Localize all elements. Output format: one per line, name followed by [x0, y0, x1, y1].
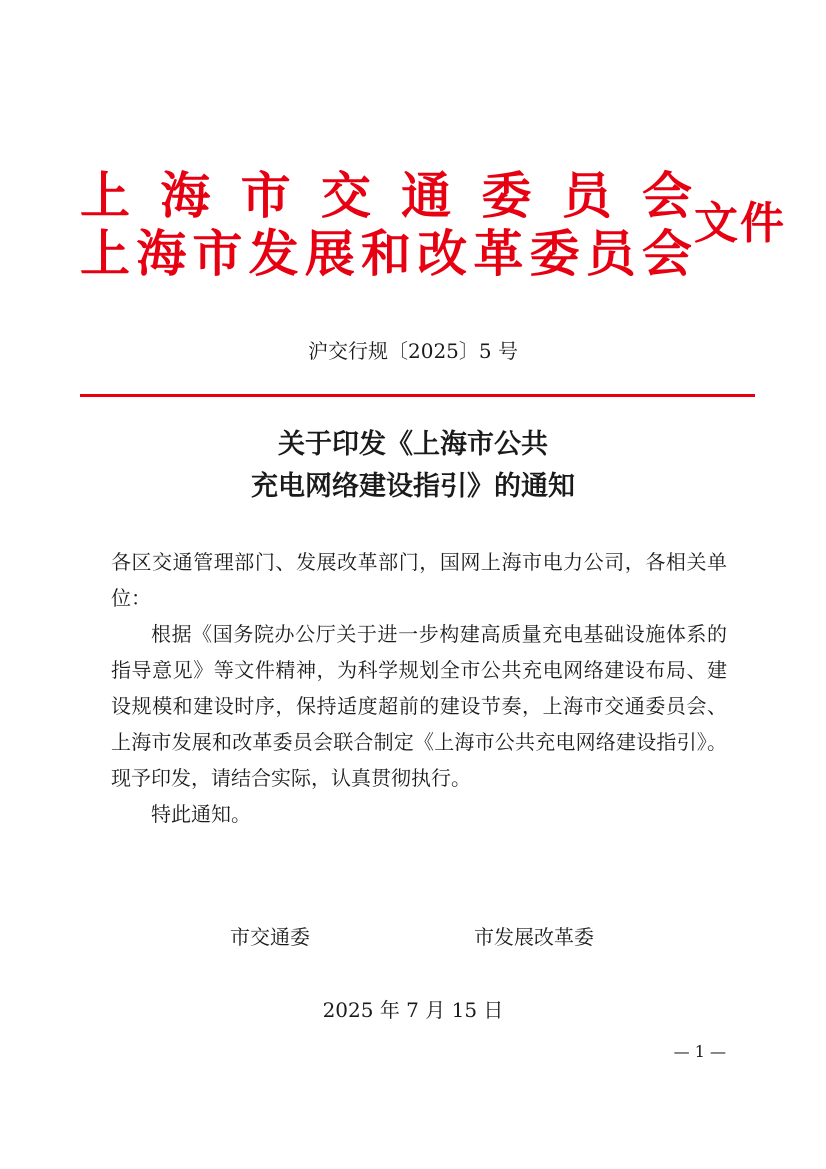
- issuer-char: 和: [360, 225, 411, 283]
- issuer-char: 革: [473, 225, 524, 283]
- document-number: 沪交行规〔2025〕5 号: [308, 339, 518, 363]
- issuer-char: 发: [248, 225, 299, 283]
- issuer-char: 市: [240, 167, 291, 225]
- page-number: — 1 —: [673, 1042, 726, 1061]
- issuer-line-development-reform-commission: [80, 226, 692, 282]
- issuer-char: 展: [304, 225, 355, 283]
- document-body: [111, 544, 727, 832]
- issuer-char: 上: [80, 225, 130, 283]
- issuer-char: 员: [585, 225, 636, 283]
- issuer-char: 委: [529, 225, 580, 283]
- issuer-char: 海: [160, 167, 211, 225]
- title-line-2: 充电网络建设指引》的通知: [251, 471, 575, 502]
- document-suffix: 文件: [694, 198, 786, 249]
- body-paragraph: 根据《国务院办公厅关于进一步构建高质量充电基础设施体系的指导意见》等文件精神，为科学规划全市公共充电网络建设布局、建设规模和建设时序，保持适度超前的建设节奏，上海市交通委员会、上海市发展和改革委员会联合制定《上海市公共充电网络建设指引》。现予印发，请结合实际，认真贯彻执行。: [111, 622, 727, 790]
- document-header: [80, 168, 790, 288]
- issuer-line-transport-commission: [80, 168, 692, 224]
- issuer-char: 会: [641, 225, 692, 283]
- signer-transport-commission: 市交通委: [230, 925, 310, 949]
- title-line-1: 关于印发《上海市公共: [278, 429, 548, 460]
- issuer-char: 改: [417, 225, 468, 283]
- salutation: 各区交通管理部门、发展改革部门，国网上海市电力公司，各相关单位：: [111, 550, 727, 610]
- issuer-char: 通: [401, 167, 452, 225]
- issuer-char: 上: [80, 167, 130, 225]
- issuer-char: 海: [136, 225, 187, 283]
- issuer-char: 市: [192, 225, 243, 283]
- document-title: [0, 424, 826, 508]
- issuer-char: 员: [561, 167, 612, 225]
- red-divider-line: [80, 394, 755, 397]
- issue-date: 2025 年 7 月 15 日: [322, 998, 504, 1022]
- signer-development-reform-commission: 市发展改革委: [474, 925, 594, 949]
- closing-line: 特此通知。: [151, 802, 251, 826]
- issuer-char: 会: [641, 167, 692, 225]
- issuer-char: 交: [320, 167, 371, 225]
- issuer-char: 委: [481, 167, 532, 225]
